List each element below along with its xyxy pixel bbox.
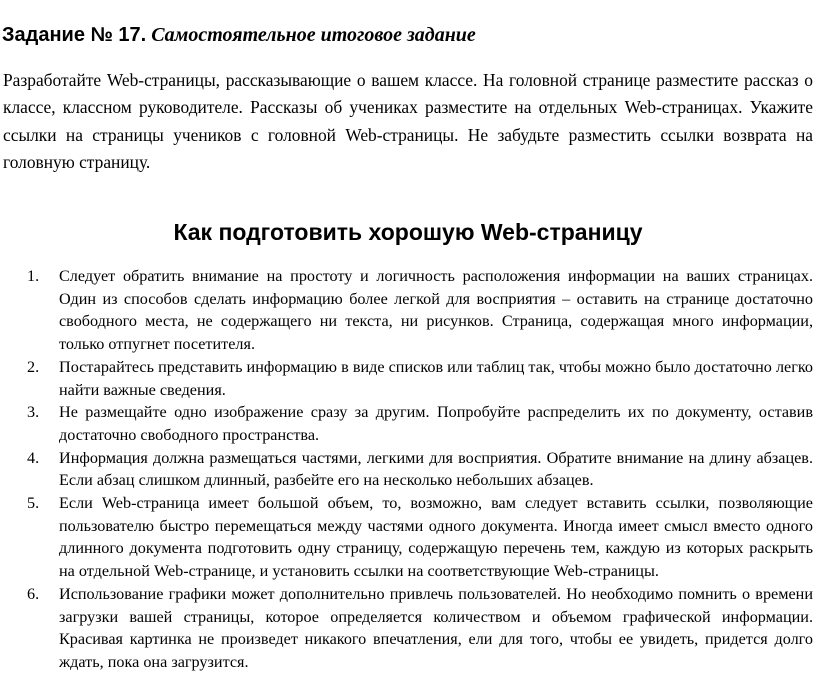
tip-number: 5. [27,494,40,513]
tip-text: Не размещайте одно изображение сразу за другим. Попробуйте распределить их по документу, оставив достаточно свободного пространства. [59,403,813,444]
tip-number: 1. [27,267,40,285]
section-heading: Как подготовить хорошую Web-страницу [173,219,643,245]
tip-text: Постарайтесь представить информацию в виде списков или таблиц так, чтобы можно было достаточно легко найти важные сведения. [59,357,813,399]
tip-number: 6. [27,584,40,603]
tip-item [0,356,816,401]
tip-number: 3. [27,403,40,422]
task-description: Разработайте Web-страницы, рассказывающие о вашем классе. На головной странице разместите рассказ о классе, классном руководителе. Рассказы об учениках разместите на отдельных Web-страницах. Укажите ссылки на страницы учеников с головной Web-страницы. Не забудьте разместить ссылки возврата на головную страницу. [3,70,813,172]
tip-number: 4. [27,448,40,467]
tip-item [0,265,816,356]
tip-text: Использование графики может дополнительно привлечь пользователей. Но необходимо помнить о времени загрузки вашей страницы, которое определяется количеством и объемом графической информации. Красивая картинка не произведет никакого впечатления, ели для того, чтобы ее увидеть, придется долго ждать, пока она загрузится. [59,584,813,671]
tip-text: Если Web-страница имеет большой объем, то, возможно, вам следует вставить ссылки, позволяющие пользователю быстро перемещаться между частями одного документа. Иногда имеет смысл вместо одного длинного документа подготовить одну страницу, содержащую перечень тем, каждую из которых раскрыть на отдельной Web-странице, и установить ссылки на соответствующие Web-страницы. [59,494,813,581]
task-title [2,22,814,48]
task-subtitle: Самостоятельное итоговое задание [151,24,476,46]
task-number: Задание № 17. [2,24,147,46]
tip-text: Следует обратить внимание на простоту и логичность расположения информации на ваших страницах. Один из способов сделать информацию более легкой для восприятия – оставить на странице достаточно свободного места, не содержащего ни текста, ни рисунков. Страница, содержащая много информации, только отпугнет посетителя. [59,267,813,354]
tip-text: Информация должна размещаться частями, легкими для восприятия. Обратите внимание на длину абзацев. Если абзац слишком длинный, разбейте его на несколько небольших абзацев. [59,448,813,490]
tip-number: 2. [27,357,40,376]
tip-item [0,492,816,583]
tips-list [0,265,816,674]
tip-item [0,583,816,674]
tip-item [0,401,816,446]
tip-item [0,447,816,492]
